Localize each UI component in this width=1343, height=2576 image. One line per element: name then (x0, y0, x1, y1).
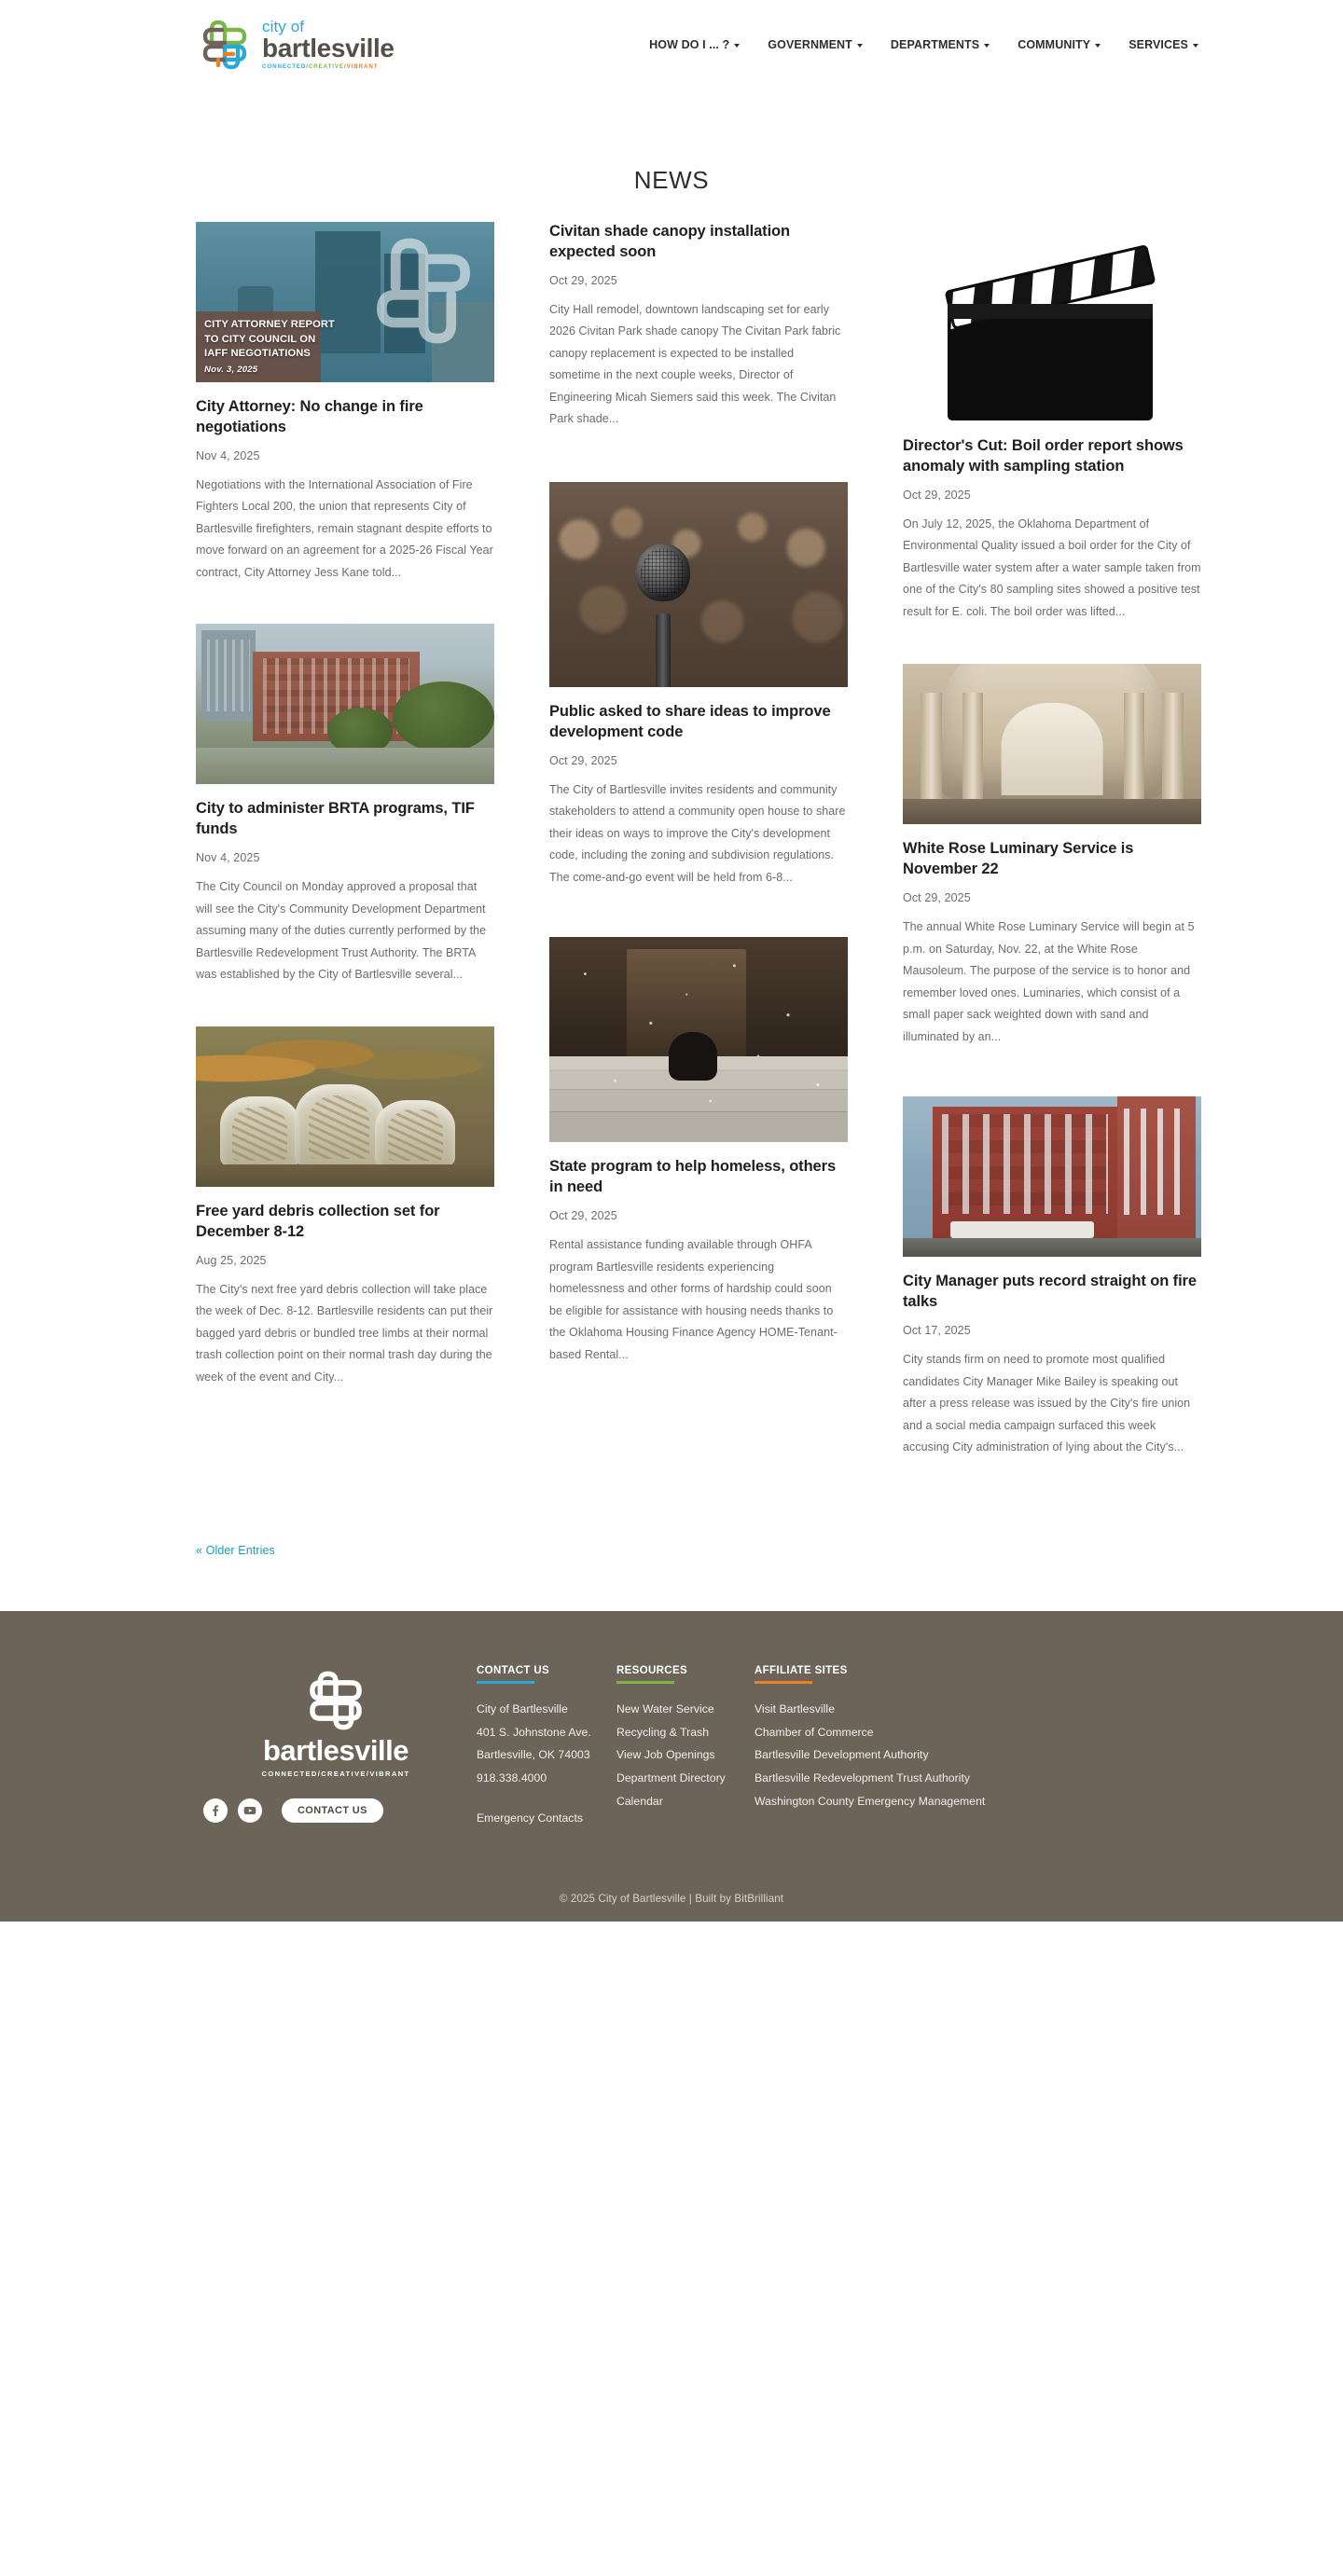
post-title[interactable]: City Manager puts record straight on fire talks (903, 1273, 1197, 1311)
news-post (549, 937, 848, 1366)
footer-social-row (196, 1798, 476, 1823)
post-date: Oct 29, 2025 (549, 753, 617, 767)
nav-label: DEPARTMENTS (890, 38, 980, 51)
resource-link-recycling-trash[interactable]: Recycling & Trash (616, 1725, 710, 1739)
post-title[interactable]: City to administer BRTA programs, TIF funds (196, 800, 475, 838)
skyline-photo (196, 222, 494, 382)
news-column-1 (196, 222, 494, 1428)
contact-line-org: City of Bartlesville (477, 1702, 568, 1716)
news-column-2 (549, 222, 848, 1406)
overlay-date: Nov. 3, 2025 (204, 364, 258, 375)
post-date: Nov 4, 2025 (196, 448, 260, 462)
post-date: Aug 25, 2025 (196, 1253, 267, 1267)
historic-red-hotel-photo (903, 1096, 1201, 1257)
footer-column-affiliate-sites (755, 1665, 1062, 1813)
post-excerpt: The City of Bartlesville invites residents and community stakeholders to attend a community open house to share their ideas on ways to improve the City's development code, including the zoning and subdivision regulations. The come-and-go event will be held from 6-8... (549, 782, 846, 884)
nav-item-services[interactable] (1128, 38, 1198, 51)
yard-debris-bags-photo (196, 1026, 494, 1187)
post-date: Oct 17, 2025 (903, 1324, 971, 1338)
chevron-down-icon (857, 44, 863, 48)
post-thumbnail-yard-debris[interactable] (196, 1026, 494, 1187)
thumbnail-overlay-caption (204, 318, 335, 376)
post-title[interactable]: Public asked to share ideas to improve development code (549, 702, 831, 740)
nav-item-how-do-i[interactable] (649, 38, 740, 51)
nav-label: HOW DO I ... ? (649, 38, 730, 51)
chevron-down-icon (734, 44, 740, 48)
facebook-icon[interactable] (203, 1798, 228, 1823)
post-date: Oct 29, 2025 (903, 891, 971, 905)
contact-line-phone: 918.338.4000 (477, 1771, 547, 1785)
post-title[interactable]: State program to help homeless, others in need (549, 1158, 837, 1196)
nav-item-community[interactable] (1018, 38, 1101, 51)
watermark-knot-icon (362, 231, 485, 351)
post-thumbnail-snowy-steps[interactable] (549, 937, 848, 1142)
site-logo[interactable] (196, 19, 395, 71)
post-excerpt: Negotiations with the International Association of Fire Fighters Local 200, the union that represents City of Bartlesville firefighters, remain stagnant despite efforts to move forward on an agreement for a 2025-26 Fiscal Year contract, City Attorney Jess Kane told... (196, 477, 493, 579)
page-title: NEWS (633, 166, 710, 194)
post-thumbnail-downtown-brick-building[interactable] (196, 624, 494, 784)
news-post (549, 482, 848, 889)
youtube-glyph (242, 1803, 257, 1818)
footer-heading-resources: RESOURCES (616, 1664, 687, 1676)
resource-link-calendar[interactable]: Calendar (616, 1794, 663, 1808)
news-column-3 (903, 222, 1201, 1499)
older-entries-link[interactable]: « Older Entries (196, 1543, 275, 1557)
resource-link-view-job-openings[interactable]: View Job Openings (616, 1748, 715, 1762)
affiliate-link-development-authority[interactable]: Bartlesville Development Authority (755, 1748, 929, 1762)
post-excerpt: City Hall remodel, downtown landscaping set for early 2026 Civitan Park shade canopy The Civitan Park fabric canopy replacement is expected to be installed sometime in the next couple weeks, Director of Engineering Micah Siemers said this week. The Civitan Park shade... (549, 302, 841, 426)
post-excerpt: Rental assistance funding available through OHFA program Bartlesville residents experiencing homelessness and other forms of hardship could soon be eligible for assistance with housing needs thanks to the Oklahoma Housing Finance Agency HOME-Tenant-based Rental... (549, 1238, 838, 1361)
chevron-down-icon (1095, 44, 1101, 48)
post-excerpt: On July 12, 2025, the Oklahoma Department of Environmental Quality issued a boil order for the City of Bartlesville water system after a water sample taken from one of the City's 80 sampling sites showed a positive test result for E. coli. The boil order was lifted... (903, 517, 1201, 618)
nav-item-departments[interactable] (891, 38, 990, 51)
heading-underline-blue (477, 1681, 534, 1685)
post-title[interactable]: City Attorney: No change in fire negotiations (196, 398, 423, 435)
footer-knot-logo-icon (301, 1669, 370, 1732)
heading-underline-orange (755, 1681, 812, 1685)
chevron-down-icon (984, 44, 990, 48)
brick-building-photo (196, 624, 494, 784)
footer-brand (196, 1665, 476, 1823)
heading-underline-green (616, 1681, 674, 1685)
clapperboard-graphic (903, 201, 1201, 421)
brand-text (262, 19, 395, 70)
youtube-icon[interactable] (238, 1798, 262, 1823)
brand-name: bartlesville (262, 34, 395, 63)
post-excerpt: The City Council on Monday approved a proposal that will see the City's Community Development Department assuming many of the duties currently performed by the Bartlesville Redevelopment Trust Authority. The BRTA was established by the City of Bartlesville several... (196, 880, 487, 982)
news-post (196, 1026, 494, 1388)
footer-column-resources (616, 1665, 755, 1813)
white-rose-mausoleum-photo (903, 664, 1201, 824)
footer-heading-affiliate-sites: AFFILIATE SITES (755, 1664, 848, 1676)
footer-inner (145, 1665, 1198, 1830)
person-on-snowy-steps-photo (549, 937, 848, 1142)
film-clapperboard-photo (903, 201, 1201, 421)
brand-tagline: CONNECTED/CREATIVE/VIBRANT (262, 63, 379, 71)
site-header (0, 0, 1343, 90)
facebook-glyph (208, 1803, 223, 1818)
news-post (196, 222, 494, 584)
contact-line-street: 401 S. Johnstone Ave. (477, 1725, 591, 1739)
affiliate-link-visit-bartlesville[interactable]: Visit Bartlesville (755, 1702, 836, 1716)
nav-label: GOVERNMENT (768, 38, 852, 51)
footer-contact-us-button[interactable]: CONTACT US (282, 1798, 383, 1823)
news-grid (196, 222, 1201, 1499)
post-date: Oct 29, 2025 (549, 273, 617, 287)
news-post (196, 624, 494, 985)
main-navigation (649, 38, 1198, 51)
overlay-line-3: IAFF NEGOTIATIONS (204, 348, 311, 360)
emergency-contacts-link[interactable]: Emergency Contacts (477, 1811, 584, 1825)
footer-copyright: © 2025 City of Bartlesville | Built by BitBrilliant (559, 1893, 784, 1906)
post-thumbnail-microphone[interactable] (549, 482, 848, 687)
header-inner (145, 19, 1198, 71)
post-title[interactable]: Free yard debris collection set for December 8-12 (196, 1202, 440, 1240)
bartlesville-knot-logo-icon (196, 19, 254, 71)
post-thumbnail-historic-hotel[interactable] (903, 1096, 1201, 1257)
chevron-down-icon (1193, 44, 1198, 48)
brand-city-line: city of (262, 18, 305, 36)
news-post (903, 201, 1201, 623)
nav-label: COMMUNITY (1018, 38, 1091, 51)
post-title[interactable]: White Rose Luminary Service is November 22 (903, 840, 1134, 878)
post-title[interactable]: Director's Cut: Boil order report shows anomaly with sampling station (903, 437, 1184, 475)
post-title[interactable]: Civitan shade canopy installation expected soon (549, 223, 791, 260)
footer-column-contact-us (477, 1665, 616, 1830)
footer-wordmark: bartlesville (263, 1733, 408, 1767)
nav-item-government[interactable] (768, 38, 863, 51)
microphone-photo (549, 482, 848, 687)
footer-tagline: CONNECTED/CREATIVE/VIBRANT (261, 1769, 410, 1778)
news-post (903, 1096, 1201, 1458)
news-post (903, 664, 1201, 1048)
nav-label: SERVICES (1128, 38, 1188, 51)
overlay-line-2: TO CITY COUNCIL ON (204, 333, 316, 345)
post-thumbnail-city-attorney-report[interactable] (196, 222, 494, 382)
news-post (549, 222, 848, 431)
affiliate-link-chamber-of-commerce[interactable]: Chamber of Commerce (755, 1725, 874, 1739)
affiliate-link-redevelopment-trust-authority[interactable]: Bartlesville Redevelopment Trust Authority (755, 1771, 971, 1785)
post-thumbnail-mausoleum[interactable] (903, 664, 1201, 824)
site-footer (0, 1611, 1343, 1922)
affiliate-link-washington-county-emergency-management[interactable]: Washington County Emergency Management (755, 1794, 986, 1808)
post-date: Nov 4, 2025 (196, 851, 260, 865)
news-main (145, 222, 1201, 1499)
pagination (145, 1542, 1198, 1611)
post-date: Oct 29, 2025 (903, 488, 971, 502)
resource-link-new-water-service[interactable]: New Water Service (616, 1702, 714, 1716)
post-thumbnail-clapperboard[interactable] (903, 201, 1201, 421)
footer-heading-contact-us: CONTACT US (477, 1664, 550, 1676)
post-excerpt: The City's next free yard debris collection will take place the week of Dec. 8-12. Bartlesville residents can put their bagged yard debris or bundled tree limbs at their normal trash collection point on their normal trash day during the week of the event and City... (196, 1282, 493, 1384)
overlay-line-1: CITY ATTORNEY REPORT (204, 319, 335, 331)
post-excerpt: City stands firm on need to promote most qualified candidates City Manager Mike Bailey is speaking out after a press release was issued by the City's fire union and a social media campaign surfaced this week accusing City administration of lying about the City's... (903, 1353, 1191, 1454)
resource-link-department-directory[interactable]: Department Directory (616, 1771, 726, 1785)
contact-line-city-state-zip: Bartlesville, OK 74003 (477, 1748, 590, 1762)
post-excerpt: The annual White Rose Luminary Service will begin at 5 p.m. on Saturday, Nov. 22, at the White Rose Mausoleum. The purpose of the service is to honor and remember loved ones. Luminaries, which consist of a small paper sack weighted down with sand and illuminated by an... (903, 920, 1195, 1043)
post-date: Oct 29, 2025 (549, 1209, 617, 1223)
